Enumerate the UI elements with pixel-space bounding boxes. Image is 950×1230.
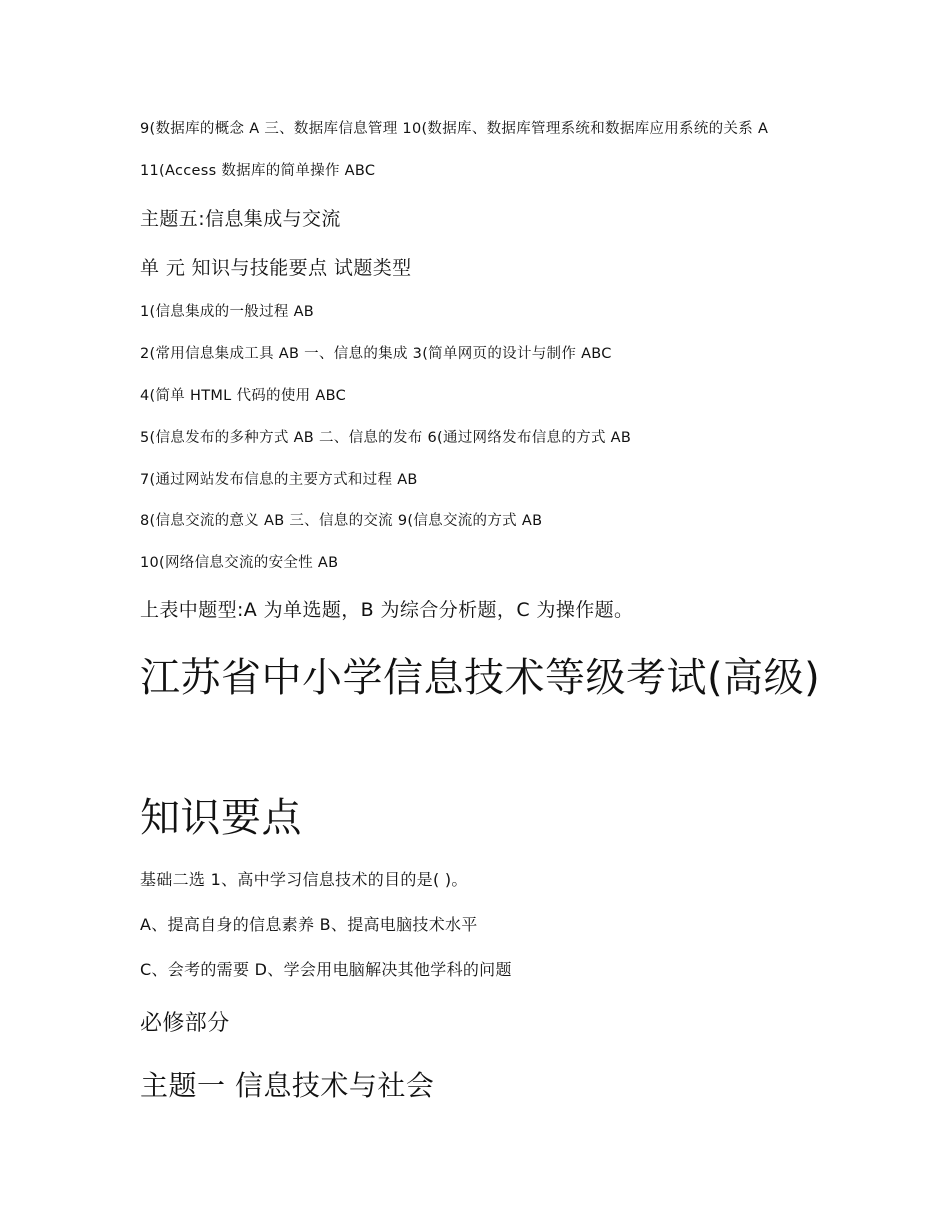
- page-subtitle: 知识要点: [140, 795, 302, 841]
- text-line: 4(简单 HTML 代码的使用 ABC: [140, 388, 346, 404]
- text-line: 2(常用信息集成工具 AB 一、信息的集成 3(简单网页的设计与制作 ABC: [140, 346, 612, 362]
- text-line: 5(信息发布的多种方式 AB 二、信息的发布 6(通过网络发布信息的方式 AB: [140, 430, 632, 446]
- section-heading: 主题五:信息集成与交流: [140, 208, 341, 230]
- topic-title: 主题一 信息技术与社会: [140, 1069, 435, 1102]
- text-line: 11(Access 数据库的简单操作 ABC: [140, 163, 376, 179]
- page-title: 江苏省中小学信息技术等级考试(高级): [140, 655, 821, 701]
- text-line: 10(网络信息交流的安全性 AB: [140, 555, 339, 571]
- question-line: 基础二选 1、高中学习信息技术的目的是( )。: [140, 870, 468, 889]
- question-option: C、会考的需要 D、学会用电脑解决其他学科的问题: [140, 960, 512, 979]
- text-line: 9(数据库的概念 A 三、数据库信息管理 10(数据库、数据库管理系统和数据库应用系统的关系 A: [140, 121, 769, 137]
- text-line: 8(信息交流的意义 AB 三、信息的交流 9(信息交流的方式 AB: [140, 513, 543, 529]
- section-title: 必修部分: [140, 1011, 230, 1036]
- question-option: A、提高自身的信息素养 B、提高电脑技术水平: [140, 915, 478, 934]
- table-header: 单 元 知识与技能要点 试题类型: [140, 257, 412, 279]
- text-line: 1(信息集成的一般过程 AB: [140, 304, 315, 320]
- text-line: 7(通过网站发布信息的主要方式和过程 AB: [140, 472, 418, 488]
- note-line: 上表中题型:A 为单选题，B 为综合分析题，C 为操作题。: [140, 599, 634, 621]
